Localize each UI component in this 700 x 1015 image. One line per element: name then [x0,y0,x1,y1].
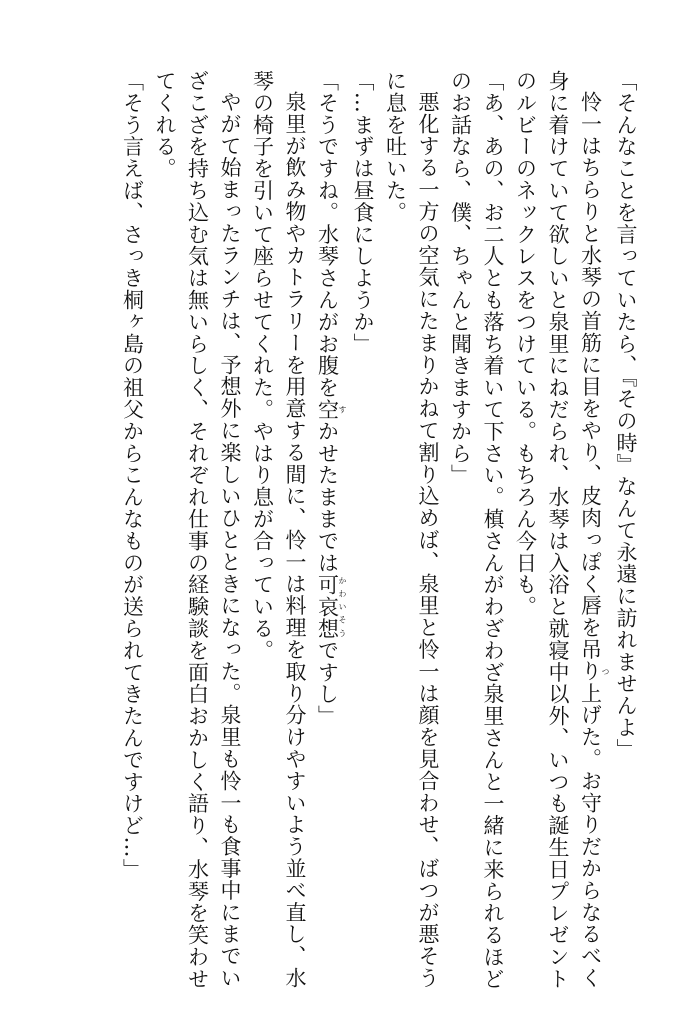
text-line: 泉里が飲み物やカトラリーを用意する間に、怜一は料理を取り分けやすいよう並べ直し、水 [283,91,307,989]
text-line: 「そんなことを言っていたら、『その時』なんて永遠に訪れませんよ」 [614,70,638,761]
text-line: のお話なら、僕、ちゃんと聞きますから」 [448,70,473,487]
text-line: 「そう言えば、さっき桐ヶ島の祖父からこんなものが送られてきたんですけど…」 [120,70,145,881]
ruby-reading: す [338,398,347,421]
text-segment: 上げた。お守りだからなるべく [578,682,603,989]
text-segment: かせたままでは [315,420,340,574]
text-line: 「あ、あの、お二人とも落ち着いて下さい。槙さんがわざわざ泉里さんと一緒に来られるほど [481,70,505,990]
text-line: 悪化する一方の空気にたまりかねて割り込めば、泉里と怜一は顔を見合わせ、ばつが悪そう [416,91,440,989]
text-segment: 怜一はちらりと水琴の首筋に目をやり、皮肉っぽく唇を吊 [578,91,603,661]
vertical-text-body [116,70,642,990]
text-line: ざこざを持ち込む気は無いらしく、それぞれ仕事の経験談を面白おかしく語り、水琴を笑わせ [185,70,210,990]
ruby-base: 可哀想 [315,573,340,640]
text-line [311,70,347,970]
ruby-annotation [315,573,347,640]
text-line: に息を吐いた。 [383,70,408,224]
text-line: てくれる。 [153,70,177,180]
ruby-reading: かわいそう [338,573,347,640]
ruby-base: 空 [315,398,340,421]
text-line: 琴の椅子を引いて座らせてくれた。やはり息が合っている。 [250,70,275,662]
text-segment: ですし」 [315,639,340,728]
text-line: 「…まずは昼食にしようか」 [351,70,375,355]
ruby-annotation [315,398,347,421]
ruby-reading: つ [601,660,610,683]
ruby-base: り [578,660,603,683]
text-line: のルビーのネックレスをつけている。もちろん今日も。 [513,70,538,618]
text-line: やがて始まったランチは、予想外に楽しいひとときになった。泉里も怜一も食事中にまでい [218,91,242,989]
ruby-annotation [578,660,610,683]
text-line [574,70,610,989]
text-segment: 「そうですね。水琴さんがお腹を [315,70,340,399]
text-line: 身に着けていて欲しいと泉里にねだられ、水琴は入浴と就寝中以外、いつも誕生日プレゼント [546,70,570,990]
